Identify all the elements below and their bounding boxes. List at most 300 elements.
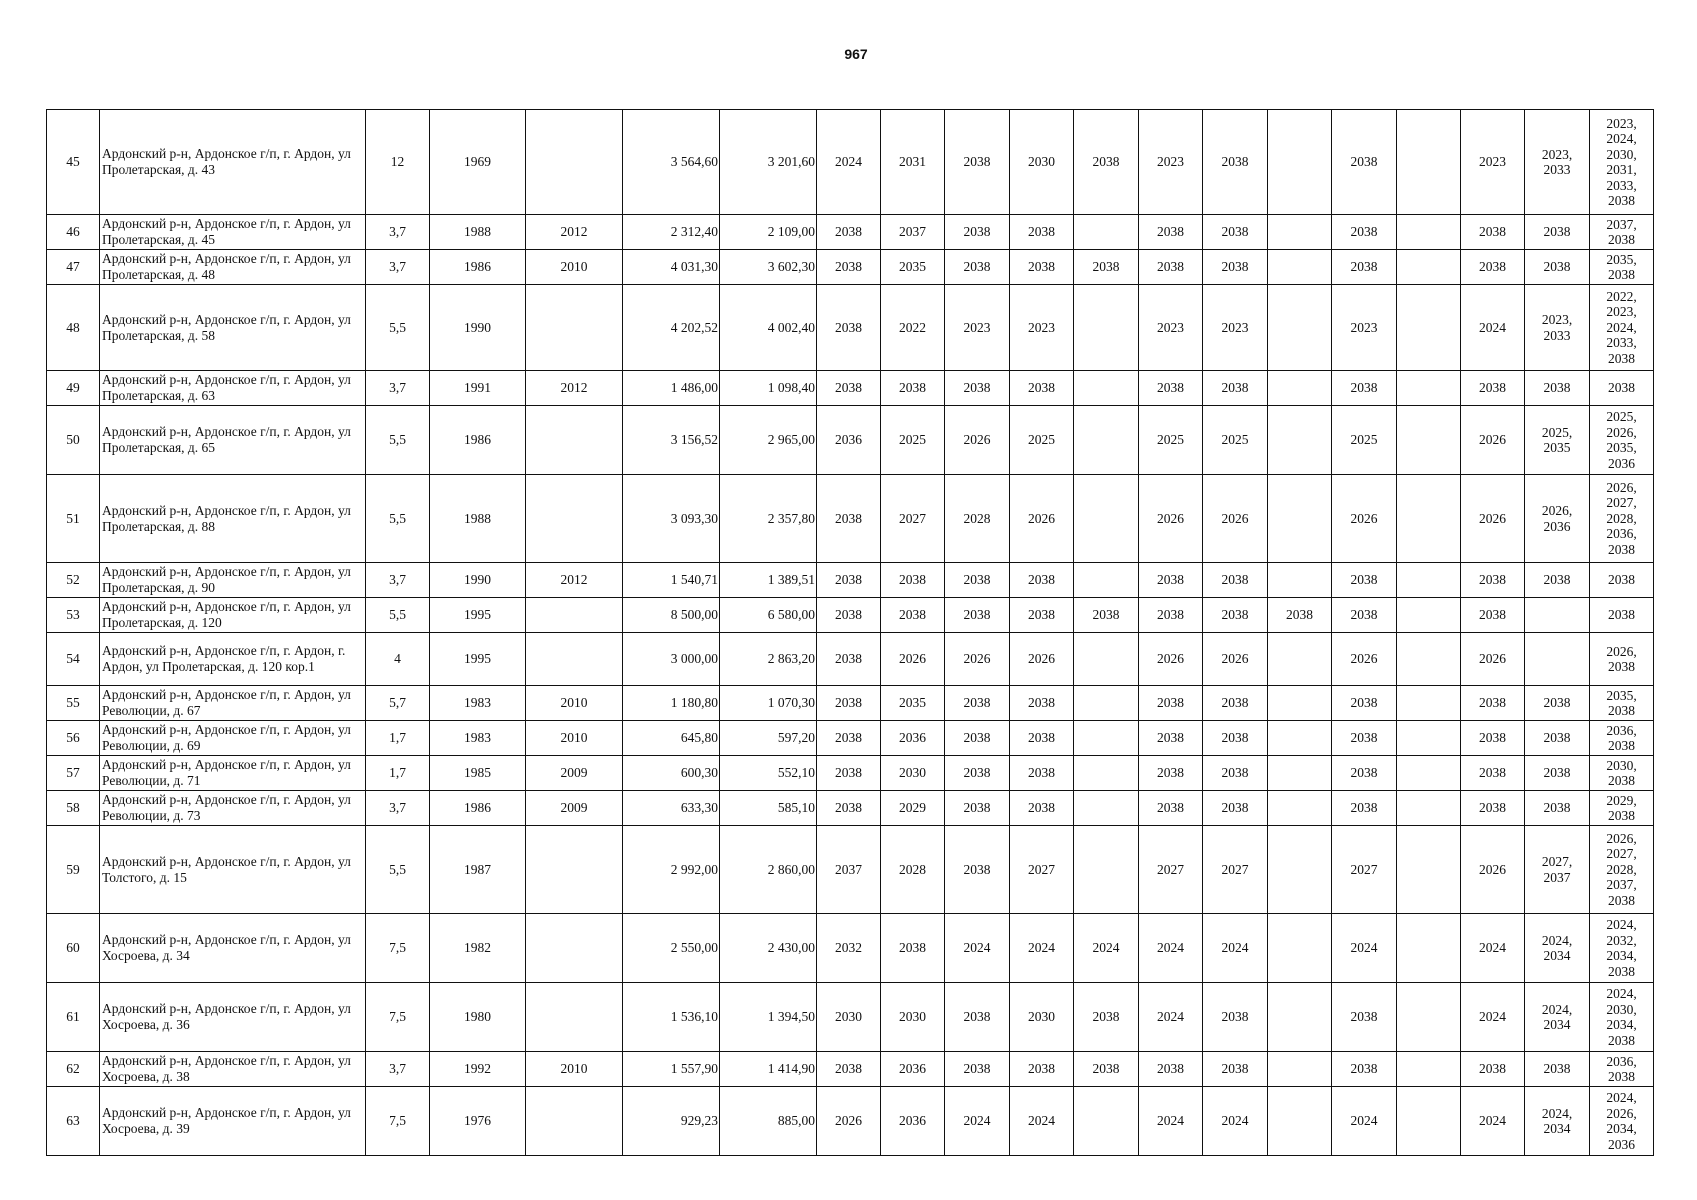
work-year-cell-y6: 2038 bbox=[1139, 215, 1203, 250]
year-line: 2034 bbox=[1543, 948, 1571, 963]
work-year-cell-y9: 2024 bbox=[1332, 1087, 1397, 1156]
work-year-cell-y9: 2038 bbox=[1332, 598, 1397, 633]
living-area-cell: 3 201,60 bbox=[720, 110, 817, 215]
work-year-cell-y2: 2036 bbox=[881, 1087, 945, 1156]
work-year-cell-y8 bbox=[1268, 1052, 1332, 1087]
work-year-cell-y4: 2038 bbox=[1010, 215, 1074, 250]
work-year-cell-y4: 2038 bbox=[1010, 686, 1074, 721]
work-year-cell-y2: 2038 bbox=[881, 914, 945, 983]
work-year-cell-y11: 2038 bbox=[1461, 215, 1525, 250]
work-year-cell-y12 bbox=[1525, 633, 1590, 686]
work-year-cell-y1: 2038 bbox=[817, 721, 881, 756]
work-year-cell-y11: 2024 bbox=[1461, 914, 1525, 983]
year-line: 2038 bbox=[1543, 730, 1571, 746]
work-year-cell-y13 bbox=[1590, 721, 1654, 756]
year-line: 2038 bbox=[1608, 350, 1635, 366]
year-line: 2034 bbox=[1543, 1017, 1571, 1032]
row-number-cell: 61 bbox=[47, 983, 100, 1052]
work-year-cell-y12 bbox=[1525, 1052, 1590, 1087]
work-year-cell-y7: 2038 bbox=[1203, 250, 1268, 285]
work-year-cell-y7: 2026 bbox=[1203, 475, 1268, 563]
work-year-cell-y4: 2038 bbox=[1010, 721, 1074, 756]
work-year-cell-y10 bbox=[1397, 598, 1461, 633]
work-year-cell-y11: 2038 bbox=[1461, 686, 1525, 721]
work-year-cell-y10 bbox=[1397, 983, 1461, 1052]
address-cell: Ардонский р-н, Ардонское г/п, г. Ардон, ул Пролетарская, д. 48 bbox=[100, 250, 366, 285]
work-year-cell-y5: 2038 bbox=[1074, 110, 1139, 215]
work-year-cell-y8 bbox=[1268, 721, 1332, 756]
table-row bbox=[47, 1087, 1654, 1156]
table-row bbox=[47, 285, 1654, 371]
work-year-cell-y1: 2038 bbox=[817, 215, 881, 250]
year-built-cell: 1987 bbox=[430, 826, 526, 914]
total-area-cell: 1 540,71 bbox=[623, 563, 720, 598]
work-year-cell-y9: 2038 bbox=[1332, 756, 1397, 791]
work-year-cell-y6: 2038 bbox=[1139, 756, 1203, 791]
total-area-cell: 4 031,30 bbox=[623, 250, 720, 285]
address-cell: Ардонский р-н, Ардонское г/п, г. Ардон, ул Пролетарская, д. 120 bbox=[100, 598, 366, 633]
total-area-cell: 3 093,30 bbox=[623, 475, 720, 563]
year-line: 2038 bbox=[1608, 193, 1635, 208]
work-year-cell-y11: 2038 bbox=[1461, 563, 1525, 598]
address-cell: Ардонский р-н, Ардонское г/п, г. Ардон, ул Толстого, д. 15 bbox=[100, 826, 366, 914]
total-area-cell: 3 156,52 bbox=[623, 406, 720, 475]
address-cell: Ардонский р-н, Ардонское г/п, г. Ардон, ул Пролетарская, д. 88 bbox=[100, 475, 366, 563]
work-year-cell-y9: 2038 bbox=[1332, 721, 1397, 756]
work-year-cell-y11: 2024 bbox=[1461, 285, 1525, 371]
year-line: 2038 bbox=[1608, 267, 1635, 282]
year-line: 2036 bbox=[1608, 455, 1635, 471]
year-line: 2030, bbox=[1606, 1001, 1637, 1017]
work-year-cell-y13 bbox=[1590, 563, 1654, 598]
work-year-cell-y2: 2031 bbox=[881, 110, 945, 215]
work-year-cell-y8 bbox=[1268, 1087, 1332, 1156]
year-line: 2038 bbox=[1608, 572, 1635, 588]
year-line: 2035, bbox=[1606, 440, 1637, 455]
work-year-cell-y9: 2038 bbox=[1332, 791, 1397, 826]
table-row bbox=[47, 826, 1654, 914]
year-line: 2032, bbox=[1606, 932, 1637, 948]
work-year-cell-y10 bbox=[1397, 791, 1461, 826]
work-year-cell-y12 bbox=[1525, 686, 1590, 721]
work-year-cell-y4: 2027 bbox=[1010, 826, 1074, 914]
row-number-cell: 52 bbox=[47, 563, 100, 598]
living-area-cell: 1 070,30 bbox=[720, 686, 817, 721]
address-cell: Ардонский р-н, Ардонское г/п, г. Ардон, ул Революции, д. 69 bbox=[100, 721, 366, 756]
work-year-cell-y11: 2038 bbox=[1461, 791, 1525, 826]
work-year-cell-y5 bbox=[1074, 791, 1139, 826]
year-line: 2036, bbox=[1606, 526, 1637, 542]
work-year-cell-y6: 2024 bbox=[1139, 983, 1203, 1052]
work-year-cell-y8 bbox=[1268, 826, 1332, 914]
year-built-cell: 1990 bbox=[430, 285, 526, 371]
work-year-cell-y1: 2038 bbox=[817, 791, 881, 826]
year-line: 2033, bbox=[1606, 335, 1637, 351]
work-year-cell-y7: 2038 bbox=[1203, 110, 1268, 215]
year-line: 2036 bbox=[1543, 518, 1571, 534]
work-year-cell-y12 bbox=[1525, 791, 1590, 826]
work-year-cell-y8 bbox=[1268, 475, 1332, 563]
living-area-cell: 2 860,00 bbox=[720, 826, 817, 914]
work-year-cell-y2: 2038 bbox=[881, 563, 945, 598]
work-year-cell-y5 bbox=[1074, 721, 1139, 756]
year-built-cell: 1995 bbox=[430, 598, 526, 633]
work-year-cell-y7: 2038 bbox=[1203, 598, 1268, 633]
year-built-cell: 1983 bbox=[430, 686, 526, 721]
address-cell: Ардонский р-н, Ардонское г/п, г. Ардон, ул Революции, д. 71 bbox=[100, 756, 366, 791]
year-line: 2033 bbox=[1543, 327, 1571, 343]
living-area-cell: 2 863,20 bbox=[720, 633, 817, 686]
year-built-cell: 1988 bbox=[430, 475, 526, 563]
work-year-cell-y8 bbox=[1268, 215, 1332, 250]
total-area-cell: 1 180,80 bbox=[623, 686, 720, 721]
work-year-cell-y8 bbox=[1268, 633, 1332, 686]
year-line: 2038 bbox=[1608, 607, 1635, 623]
work-year-cell-y9: 2025 bbox=[1332, 406, 1397, 475]
work-year-cell-y12 bbox=[1525, 406, 1590, 475]
row-number-cell: 46 bbox=[47, 215, 100, 250]
work-year-cell-y5 bbox=[1074, 406, 1139, 475]
work-year-cell-y12 bbox=[1525, 215, 1590, 250]
work-year-cell-y9: 2038 bbox=[1332, 215, 1397, 250]
year-line: 2038 bbox=[1543, 380, 1571, 396]
living-area-cell: 552,10 bbox=[720, 756, 817, 791]
work-year-cell-y13 bbox=[1590, 791, 1654, 826]
table-row bbox=[47, 721, 1654, 756]
work-year-cell-y2: 2026 bbox=[881, 633, 945, 686]
year-line: 2023, bbox=[1606, 115, 1637, 131]
repair-year-cell bbox=[526, 826, 623, 914]
work-year-cell-y9: 2026 bbox=[1332, 633, 1397, 686]
work-year-cell-y4: 2024 bbox=[1010, 1087, 1074, 1156]
work-year-cell-y6: 2038 bbox=[1139, 250, 1203, 285]
year-line: 2024, bbox=[1541, 1105, 1573, 1121]
work-year-cell-y5: 2038 bbox=[1074, 250, 1139, 285]
year-line: 2038 bbox=[1543, 695, 1571, 711]
year-line: 2033, bbox=[1606, 177, 1637, 193]
row-number-cell: 60 bbox=[47, 914, 100, 983]
row-number-cell: 45 bbox=[47, 110, 100, 215]
table-row bbox=[47, 983, 1654, 1052]
work-year-cell-y13 bbox=[1590, 406, 1654, 475]
work-year-cell-y11: 2024 bbox=[1461, 983, 1525, 1052]
work-year-cell-y4: 2030 bbox=[1010, 110, 1074, 215]
work-year-cell-y3: 2038 bbox=[945, 563, 1010, 598]
work-year-cell-y3: 2038 bbox=[945, 791, 1010, 826]
work-year-cell-y6: 2026 bbox=[1139, 633, 1203, 686]
work-year-cell-y6: 2038 bbox=[1139, 791, 1203, 826]
work-year-cell-y10 bbox=[1397, 563, 1461, 598]
work-year-cell-y3: 2038 bbox=[945, 983, 1010, 1052]
work-year-cell-y9: 2038 bbox=[1332, 371, 1397, 406]
work-year-cell-y1: 2036 bbox=[817, 406, 881, 475]
repair-year-cell bbox=[526, 914, 623, 983]
year-line: 2030, bbox=[1606, 146, 1637, 162]
living-area-cell: 1 394,50 bbox=[720, 983, 817, 1052]
table-row bbox=[47, 406, 1654, 475]
address-cell: Ардонский р-н, Ардонское г/п, г. Ардон, ул Пролетарская, д. 43 bbox=[100, 110, 366, 215]
row-number-cell: 50 bbox=[47, 406, 100, 475]
total-area-cell: 8 500,00 bbox=[623, 598, 720, 633]
work-year-cell-y7: 2038 bbox=[1203, 371, 1268, 406]
work-year-cell-y6: 2023 bbox=[1139, 110, 1203, 215]
work-year-cell-y2: 2038 bbox=[881, 598, 945, 633]
work-year-cell-y10 bbox=[1397, 110, 1461, 215]
year-line: 2037, bbox=[1606, 877, 1637, 893]
work-year-cell-y10 bbox=[1397, 215, 1461, 250]
work-year-cell-y7: 2038 bbox=[1203, 756, 1268, 791]
work-year-cell-y13 bbox=[1590, 983, 1654, 1052]
total-area-cell: 929,23 bbox=[623, 1087, 720, 1156]
work-year-cell-y5 bbox=[1074, 285, 1139, 371]
floors-cell: 1,7 bbox=[366, 721, 430, 756]
floors-cell: 3,7 bbox=[366, 1052, 430, 1087]
work-year-cell-y1: 2038 bbox=[817, 1052, 881, 1087]
work-year-cell-y1: 2038 bbox=[817, 633, 881, 686]
year-line: 2038 bbox=[1608, 738, 1635, 753]
year-line: 2038 bbox=[1543, 800, 1571, 816]
work-year-cell-y11: 2038 bbox=[1461, 756, 1525, 791]
total-area-cell: 1 486,00 bbox=[623, 371, 720, 406]
floors-cell: 5,5 bbox=[366, 598, 430, 633]
repair-year-cell bbox=[526, 633, 623, 686]
work-year-cell-y4: 2023 bbox=[1010, 285, 1074, 371]
work-year-cell-y8 bbox=[1268, 686, 1332, 721]
work-year-cell-y10 bbox=[1397, 1052, 1461, 1087]
table-row bbox=[47, 756, 1654, 791]
year-line: 2026, bbox=[1541, 503, 1573, 518]
year-line: 2038 bbox=[1543, 765, 1571, 781]
work-year-cell-y9: 2023 bbox=[1332, 285, 1397, 371]
work-year-cell-y5 bbox=[1074, 475, 1139, 563]
work-year-cell-y2: 2027 bbox=[881, 475, 945, 563]
work-year-cell-y1: 2038 bbox=[817, 250, 881, 285]
work-year-cell-y7: 2024 bbox=[1203, 1087, 1268, 1156]
work-year-cell-y9: 2038 bbox=[1332, 983, 1397, 1052]
year-built-cell: 1990 bbox=[430, 563, 526, 598]
work-year-cell-y3: 2038 bbox=[945, 1052, 1010, 1087]
work-year-cell-y12 bbox=[1525, 1087, 1590, 1156]
year-line: 2024, bbox=[1606, 917, 1637, 932]
year-built-cell: 1992 bbox=[430, 1052, 526, 1087]
work-year-cell-y10 bbox=[1397, 914, 1461, 983]
year-built-cell: 1995 bbox=[430, 633, 526, 686]
work-year-cell-y3: 2024 bbox=[945, 1087, 1010, 1156]
work-year-cell-y6: 2038 bbox=[1139, 371, 1203, 406]
year-line: 2038 bbox=[1608, 1032, 1635, 1048]
year-line: 2030, bbox=[1606, 757, 1637, 773]
year-line: 2035, bbox=[1606, 687, 1637, 703]
work-year-cell-y6: 2026 bbox=[1139, 475, 1203, 563]
work-year-cell-y13 bbox=[1590, 1052, 1654, 1087]
work-year-cell-y4: 2038 bbox=[1010, 756, 1074, 791]
work-year-cell-y13 bbox=[1590, 914, 1654, 983]
year-line: 2024, bbox=[1606, 131, 1637, 146]
work-year-cell-y13 bbox=[1590, 633, 1654, 686]
repair-year-cell bbox=[526, 110, 623, 215]
work-year-cell-y3: 2038 bbox=[945, 371, 1010, 406]
work-year-cell-y7: 2038 bbox=[1203, 721, 1268, 756]
repair-year-cell: 2012 bbox=[526, 563, 623, 598]
work-year-cell-y4: 2038 bbox=[1010, 598, 1074, 633]
year-line: 2034, bbox=[1606, 1121, 1637, 1136]
row-number-cell: 53 bbox=[47, 598, 100, 633]
work-year-cell-y3: 2038 bbox=[945, 215, 1010, 250]
work-year-cell-y2: 2029 bbox=[881, 791, 945, 826]
housing-registry-table bbox=[46, 109, 1654, 1156]
work-year-cell-y12 bbox=[1525, 914, 1590, 983]
year-line: 2024, bbox=[1541, 1001, 1573, 1017]
year-line: 2026, bbox=[1606, 830, 1637, 846]
work-year-cell-y10 bbox=[1397, 826, 1461, 914]
work-year-cell-y13 bbox=[1590, 285, 1654, 371]
repair-year-cell: 2012 bbox=[526, 371, 623, 406]
work-year-cell-y10 bbox=[1397, 633, 1461, 686]
work-year-cell-y2: 2028 bbox=[881, 826, 945, 914]
address-cell: Ардонский р-н, Ардонское г/п, г. Ардон, ул Пролетарская, д. 63 bbox=[100, 371, 366, 406]
work-year-cell-y8 bbox=[1268, 791, 1332, 826]
work-year-cell-y11: 2038 bbox=[1461, 250, 1525, 285]
work-year-cell-y10 bbox=[1397, 371, 1461, 406]
work-year-cell-y2: 2035 bbox=[881, 686, 945, 721]
year-line: 2036 bbox=[1608, 1136, 1635, 1152]
year-built-cell: 1985 bbox=[430, 756, 526, 791]
floors-cell: 7,5 bbox=[366, 1087, 430, 1156]
work-year-cell-y11: 2023 bbox=[1461, 110, 1525, 215]
repair-year-cell: 2009 bbox=[526, 756, 623, 791]
total-area-cell: 2 312,40 bbox=[623, 215, 720, 250]
address-cell: Ардонский р-н, Ардонское г/п, г. Ардон, ул Хосроева, д. 38 bbox=[100, 1052, 366, 1087]
work-year-cell-y12 bbox=[1525, 563, 1590, 598]
year-line: 2038 bbox=[1543, 572, 1571, 588]
year-line: 2024, bbox=[1606, 1090, 1637, 1105]
work-year-cell-y7: 2025 bbox=[1203, 406, 1268, 475]
living-area-cell: 2 109,00 bbox=[720, 215, 817, 250]
year-line: 2027, bbox=[1606, 846, 1637, 862]
year-built-cell: 1986 bbox=[430, 406, 526, 475]
work-year-cell-y10 bbox=[1397, 475, 1461, 563]
repair-year-cell bbox=[526, 1087, 623, 1156]
year-line: 2033 bbox=[1543, 162, 1571, 177]
work-year-cell-y13 bbox=[1590, 215, 1654, 250]
year-built-cell: 1969 bbox=[430, 110, 526, 215]
work-year-cell-y10 bbox=[1397, 250, 1461, 285]
living-area-cell: 2 357,80 bbox=[720, 475, 817, 563]
floors-cell: 3,7 bbox=[366, 215, 430, 250]
work-year-cell-y6: 2038 bbox=[1139, 686, 1203, 721]
address-cell: Ардонский р-н, Ардонское г/п, г. Ардон, ул Пролетарская, д. 65 bbox=[100, 406, 366, 475]
row-number-cell: 59 bbox=[47, 826, 100, 914]
work-year-cell-y10 bbox=[1397, 756, 1461, 791]
work-year-cell-y5 bbox=[1074, 633, 1139, 686]
work-year-cell-y3: 2038 bbox=[945, 110, 1010, 215]
work-year-cell-y3: 2038 bbox=[945, 721, 1010, 756]
work-year-cell-y7: 2024 bbox=[1203, 914, 1268, 983]
work-year-cell-y11: 2038 bbox=[1461, 721, 1525, 756]
table-row bbox=[47, 914, 1654, 983]
work-year-cell-y1: 2037 bbox=[817, 826, 881, 914]
floors-cell: 5,5 bbox=[366, 406, 430, 475]
year-line: 2034, bbox=[1606, 1017, 1637, 1032]
row-number-cell: 48 bbox=[47, 285, 100, 371]
address-cell: Ардонский р-н, Ардонское г/п, г. Ардон, ул Пролетарская, д. 90 bbox=[100, 563, 366, 598]
year-built-cell: 1991 bbox=[430, 371, 526, 406]
floors-cell: 12 bbox=[366, 110, 430, 215]
year-line: 2038 bbox=[1543, 259, 1571, 275]
year-line: 2037, bbox=[1606, 216, 1637, 232]
work-year-cell-y6: 2024 bbox=[1139, 1087, 1203, 1156]
work-year-cell-y11: 2038 bbox=[1461, 371, 1525, 406]
work-year-cell-y5 bbox=[1074, 826, 1139, 914]
work-year-cell-y9: 2038 bbox=[1332, 686, 1397, 721]
living-area-cell: 6 580,00 bbox=[720, 598, 817, 633]
year-line: 2038 bbox=[1608, 232, 1635, 247]
floors-cell: 5,5 bbox=[366, 285, 430, 371]
work-year-cell-y3: 2038 bbox=[945, 250, 1010, 285]
work-year-cell-y1: 2038 bbox=[817, 598, 881, 633]
row-number-cell: 57 bbox=[47, 756, 100, 791]
row-number-cell: 63 bbox=[47, 1087, 100, 1156]
row-number-cell: 55 bbox=[47, 686, 100, 721]
work-year-cell-y7: 2038 bbox=[1203, 983, 1268, 1052]
table-body bbox=[47, 110, 1654, 1156]
work-year-cell-y3: 2038 bbox=[945, 826, 1010, 914]
year-line: 2022, bbox=[1606, 288, 1637, 304]
work-year-cell-y13 bbox=[1590, 1087, 1654, 1156]
work-year-cell-y11: 2026 bbox=[1461, 406, 1525, 475]
work-year-cell-y13 bbox=[1590, 250, 1654, 285]
work-year-cell-y13 bbox=[1590, 110, 1654, 215]
row-number-cell: 62 bbox=[47, 1052, 100, 1087]
year-built-cell: 1980 bbox=[430, 983, 526, 1052]
row-number-cell: 58 bbox=[47, 791, 100, 826]
work-year-cell-y1: 2038 bbox=[817, 756, 881, 791]
floors-cell: 1,7 bbox=[366, 756, 430, 791]
table-row bbox=[47, 563, 1654, 598]
year-line: 2023, bbox=[1541, 312, 1573, 327]
total-area-cell: 633,30 bbox=[623, 791, 720, 826]
year-built-cell: 1986 bbox=[430, 791, 526, 826]
work-year-cell-y4: 2038 bbox=[1010, 371, 1074, 406]
year-line: 2034, bbox=[1606, 948, 1637, 963]
year-line: 2038 bbox=[1608, 808, 1635, 823]
table-row bbox=[47, 250, 1654, 285]
work-year-cell-y8 bbox=[1268, 406, 1332, 475]
work-year-cell-y6: 2038 bbox=[1139, 598, 1203, 633]
work-year-cell-y12 bbox=[1525, 250, 1590, 285]
work-year-cell-y2: 2036 bbox=[881, 721, 945, 756]
work-year-cell-y10 bbox=[1397, 686, 1461, 721]
living-area-cell: 885,00 bbox=[720, 1087, 817, 1156]
work-year-cell-y8 bbox=[1268, 983, 1332, 1052]
work-year-cell-y4: 2038 bbox=[1010, 563, 1074, 598]
work-year-cell-y11: 2024 bbox=[1461, 1087, 1525, 1156]
work-year-cell-y10 bbox=[1397, 721, 1461, 756]
work-year-cell-y7: 2038 bbox=[1203, 215, 1268, 250]
address-cell: Ардонский р-н, Ардонское г/п, г. Ардон, ул Пролетарская, д. 58 bbox=[100, 285, 366, 371]
row-number-cell: 54 bbox=[47, 633, 100, 686]
address-cell: Ардонский р-н, Ардонское г/п, г. Ардон, ул Пролетарская, д. 45 bbox=[100, 215, 366, 250]
work-year-cell-y9: 2027 bbox=[1332, 826, 1397, 914]
work-year-cell-y5: 2038 bbox=[1074, 983, 1139, 1052]
work-year-cell-y8 bbox=[1268, 285, 1332, 371]
total-area-cell: 4 202,52 bbox=[623, 285, 720, 371]
table-row bbox=[47, 110, 1654, 215]
work-year-cell-y4: 2024 bbox=[1010, 914, 1074, 983]
work-year-cell-y12 bbox=[1525, 983, 1590, 1052]
work-year-cell-y2: 2038 bbox=[881, 371, 945, 406]
year-line: 2036, bbox=[1606, 1053, 1637, 1069]
